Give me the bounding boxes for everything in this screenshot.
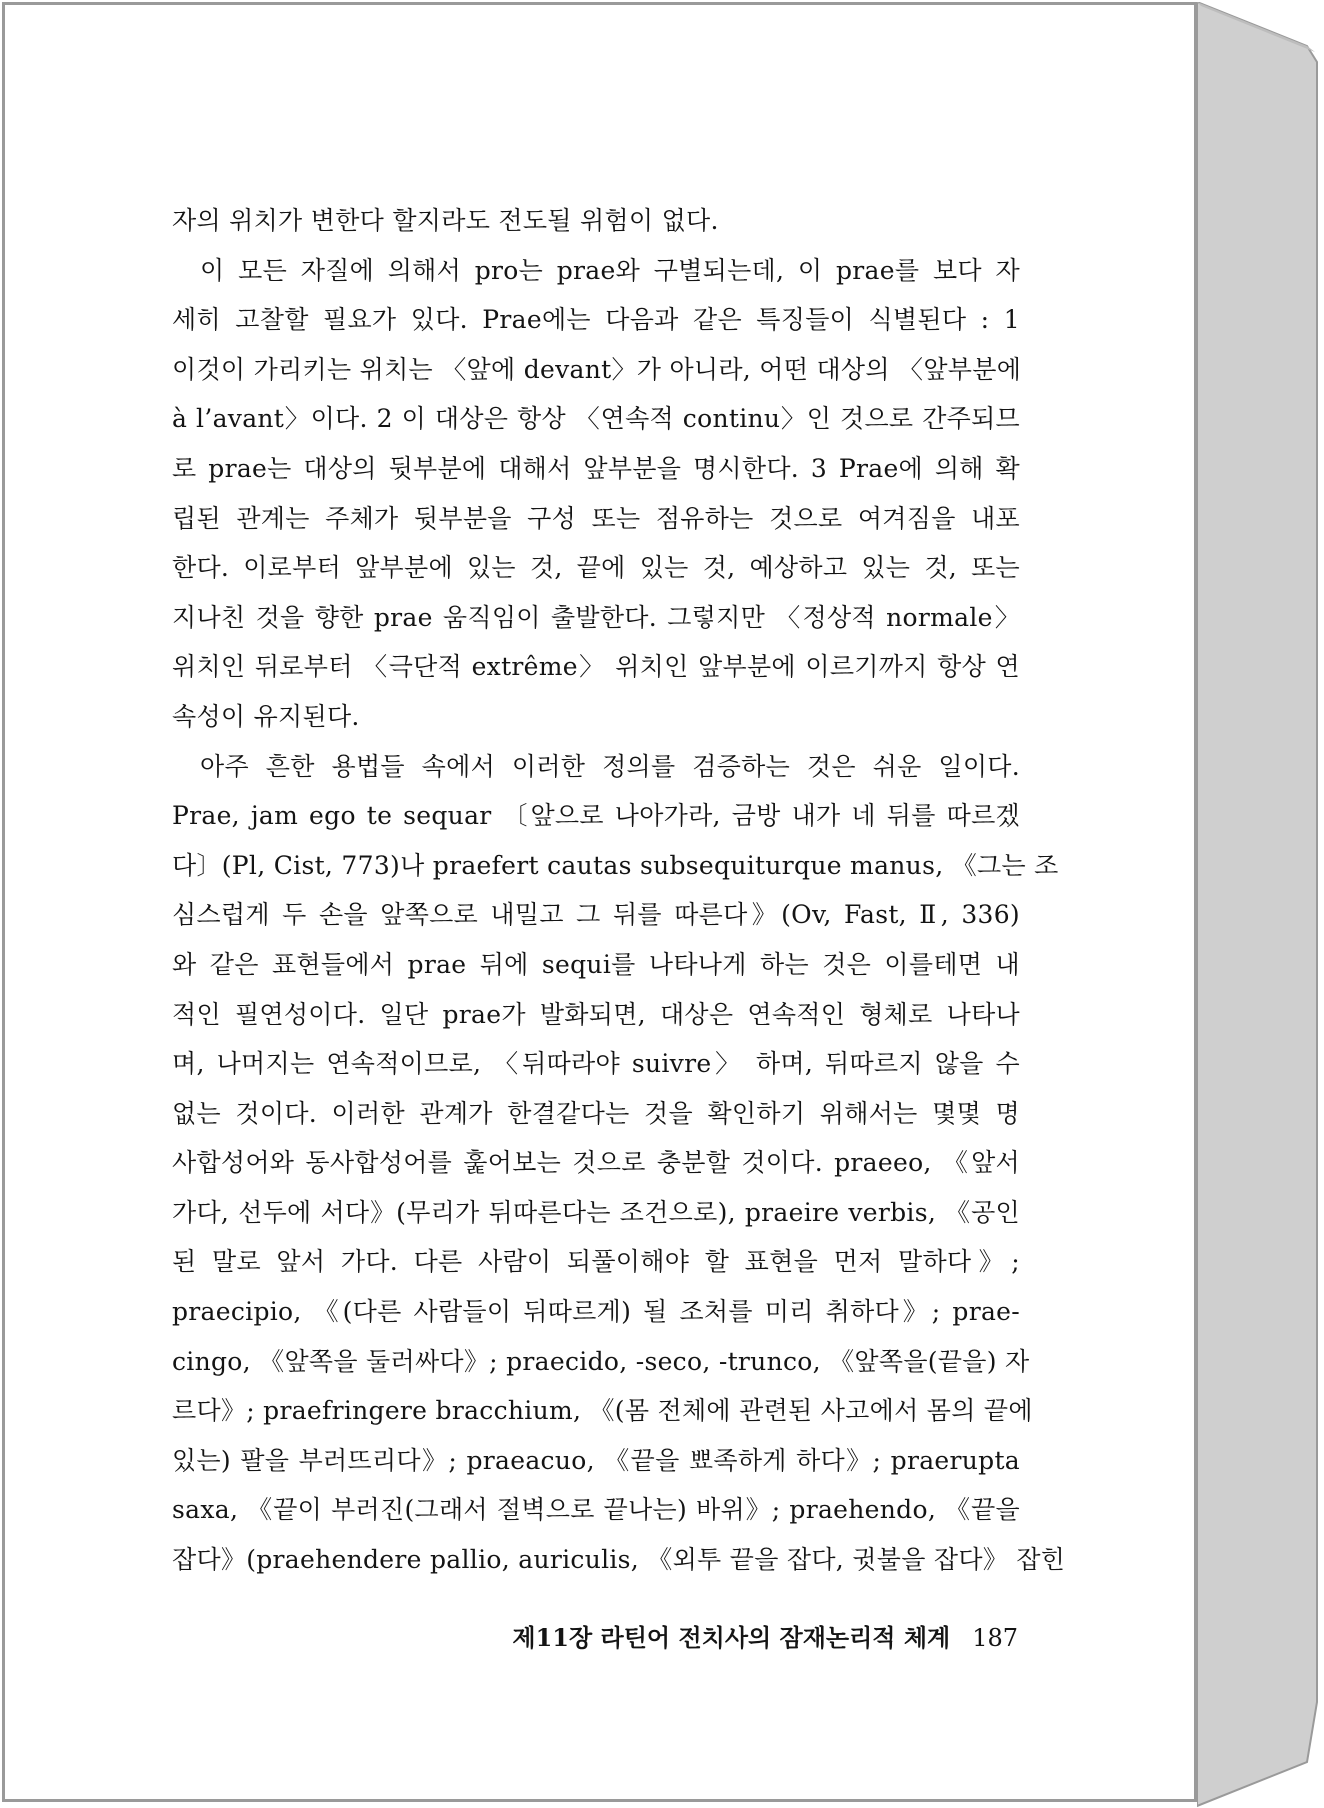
page-number: 187 xyxy=(972,1624,1018,1652)
text-line: 잡다》(praehendere pallio, auriculis, 《외투 끝을 잡다, 귓불을 잡다》 잡힌 xyxy=(172,1545,1066,1575)
page-footer xyxy=(458,1618,1018,1653)
text-line: 로 prae는 대상의 뒷부분에 대해서 앞부분을 명시한다. 3 Prae에 의해 확 xyxy=(172,453,1020,483)
text-line: 된 말로 앞서 가다. 다른 사람이 되풀이해야 할 표현을 먼저 말하다》; xyxy=(172,1247,1020,1277)
text-line: 한다. 이로부터 앞부분에 있는 것, 끝에 있는 것, 예상하고 있는 것, 또는 xyxy=(172,553,1020,583)
text-line: 이것이 가리키는 위치는 〈앞에 devant〉가 아니라, 어떤 대상의 〈앞부분에 xyxy=(172,354,1022,384)
text-line: 적인 필연성이다. 일단 prae가 발화되면, 대상은 연속적인 형체로 나타나 xyxy=(172,999,1020,1029)
text-line: 지나친 것을 향한 prae 움직임이 출발한다. 그렇지만 〈정상적 normale〉 xyxy=(172,602,1020,632)
text-line: saxa, 《끝이 부러진(그래서 절벽으로 끝나는) 바위》; praehendo, 《끝을 xyxy=(172,1495,1020,1525)
text-line: 르다》; praefringere bracchium, 《(몸 전체에 관련된 사고에서 몸의 끝에 xyxy=(172,1396,1033,1426)
text-line: 없는 것이다. 이러한 관계가 한결같다는 것을 확인하기 위해서는 몇몇 명 xyxy=(172,1098,1020,1128)
running-head: 제11장 라틴어 전치사의 잠재논리적 체계 xyxy=(512,1623,951,1652)
book-thickness-shape xyxy=(1197,2,1324,1808)
text-line: 심스럽게 두 손을 앞쪽으로 내밀고 그 뒤를 따른다》(Ov, Fast, Ⅱ, 336) xyxy=(172,900,1020,930)
text-line: 립된 관계는 주체가 뒷부분을 구성 또는 점유하는 것으로 여겨짐을 내포 xyxy=(172,503,1020,533)
text-line: 다〕(Pl, Cist, 773)나 praefert cautas subsequiturque manus, 《그는 조 xyxy=(172,850,1059,880)
text-line: 위치인 뒤로부터 〈극단적 extrême〉 위치인 앞부분에 이르기까지 항상 연 xyxy=(172,652,1020,682)
text-line: 이 모든 자질에 의해서 pro는 prae와 구별되는데, 이 prae를 보다 자 xyxy=(200,255,1020,285)
text-line: 속성이 유지된다. xyxy=(172,701,360,731)
text-line: 며, 나머지는 연속적이므로, 〈뒤따라야 suivre〉 하며, 뒤따르지 않을 수 xyxy=(172,1049,1020,1079)
text-line: 세히 고찰할 필요가 있다. Prae에는 다음과 같은 특징들이 식별된다 : 1 xyxy=(172,305,1020,335)
text-line: Prae, jam ego te sequar 〔앞으로 나아가라, 금방 내가 네 뒤를 따르겠 xyxy=(172,801,1020,831)
text-line: 있는) 팔을 부러뜨리다》; praeacuo, 《끝을 뾰족하게 하다》; praerupta xyxy=(172,1445,1020,1475)
text-line: 자의 위치가 변한다 할지라도 전도될 위험이 없다. xyxy=(172,206,719,235)
text-line: 와 같은 표현들에서 prae 뒤에 sequi를 나타나게 하는 것은 이를테면 내 xyxy=(172,949,1020,979)
text-line: à l’avant〉이다. 2 이 대상은 항상 〈연속적 continu〉인 것으로 간주되므 xyxy=(172,404,1020,434)
text-line: 아주 흔한 용법들 속에서 이러한 정의를 검증하는 것은 쉬운 일이다. xyxy=(200,751,1020,781)
text-line: 가다, 선두에 서다》(무리가 뒤따른다는 조건으로), praeire verbis, 《공인 xyxy=(172,1197,1020,1227)
text-line: 사합성어와 동사합성어를 훑어보는 것으로 충분할 것이다. praeeo, 《앞서 xyxy=(172,1148,1020,1178)
body-text xyxy=(172,196,1066,1585)
text-line: cingo, 《앞쪽을 둘러싸다》; praecido, -seco, -trunco, 《앞쪽을(끝을) 자 xyxy=(172,1346,1030,1376)
text-line: praecipio, 《(다른 사람들이 뒤따르게) 될 조처를 미리 취하다》; prae- xyxy=(172,1297,1020,1327)
